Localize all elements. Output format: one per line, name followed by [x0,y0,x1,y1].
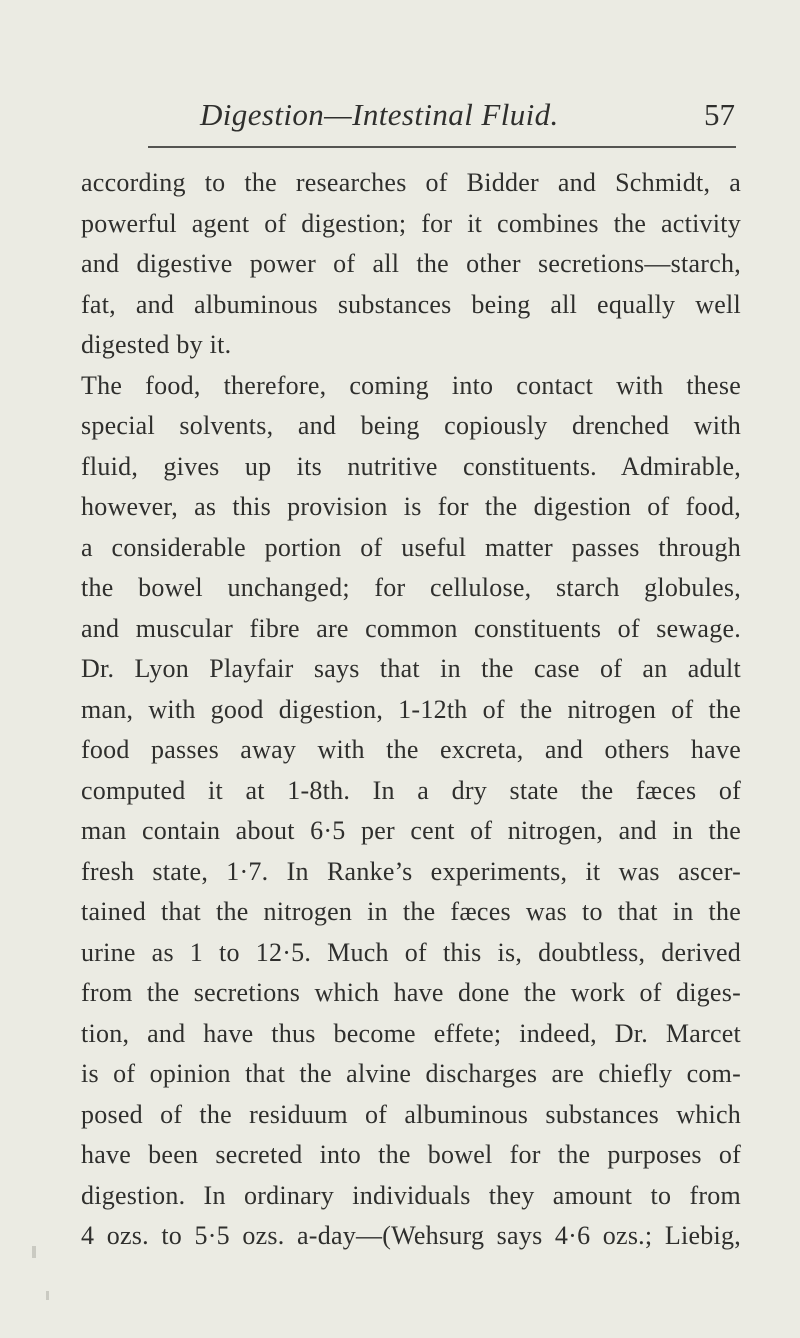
paper-speck [46,1291,49,1300]
text-line: man, with good digestion, 1-12th of the nitrogen of the [81,694,741,724]
text-line: from the secretions which have done the work of diges- [81,978,741,1007]
text-line: have been secreted into the bowel for the purposes of [81,1140,741,1169]
text-line: is of opinion that the alvine discharges are chiefly com- [81,1059,741,1088]
paper-speck [32,1246,36,1258]
text-line: a considerable portion of useful matter passes through [81,532,741,562]
text-line: fat, and albuminous substances being all equally well [81,289,741,319]
text-line: powerful agent of digestion; for it combines the activity [81,208,741,238]
text-line: digestion. In ordinary individuals they amount to from [81,1180,741,1210]
text-line: the bowel unchanged; for cellulose, starch globules, [81,573,741,602]
text-line: 4 ozs. to 5·5 ozs. a-day—(Wehsurg says 4·6 ozs.; Liebig, [81,1221,741,1250]
text-line: food passes away with the excreta, and others have [81,735,741,764]
page-number: 57 [704,97,735,132]
text-line: man contain about 6·5 per cent of nitrogen, and in the [81,816,741,845]
text-line: tion, and have thus become effete; indeed, Dr. Marcet [81,1018,741,1048]
text-line: fresh state, 1·7. In Ranke’s experiments, it was ascer- [81,856,741,886]
text-line: Dr. Lyon Playfair says that in the case of an adult [81,654,741,683]
text-line: posed of the residuum of albuminous substances which [81,1099,741,1129]
paragraph-start-line: The food, therefore, coming into contact with these [81,370,741,400]
text-line: and muscular fibre are common constituents of sewage. [81,613,741,643]
text-line: according to the researches of Bidder and Schmidt, a [81,168,741,197]
running-head [200,93,735,137]
text-line: and digestive power of all the other secretions—starch, [81,249,741,278]
text-line: computed it at 1-8th. In a dry state the fæces of [81,775,741,805]
text-line: special solvents, and being copiously drenched with [81,411,741,440]
text-line: tained that the nitrogen in the fæces was to that in the [81,897,741,926]
text-line: however, as this provision is for the digestion of food, [81,492,741,521]
text-line: urine as 1 to 12·5. Much of this is, doubtless, derived [81,937,741,967]
running-title: Digestion—Intestinal Fluid. [200,97,559,132]
header-rule [148,146,736,148]
text-line: fluid, gives up its nutritive constituents. Admirable, [81,451,741,481]
text-line: digested by it. [81,330,232,359]
body-text [81,163,741,1257]
